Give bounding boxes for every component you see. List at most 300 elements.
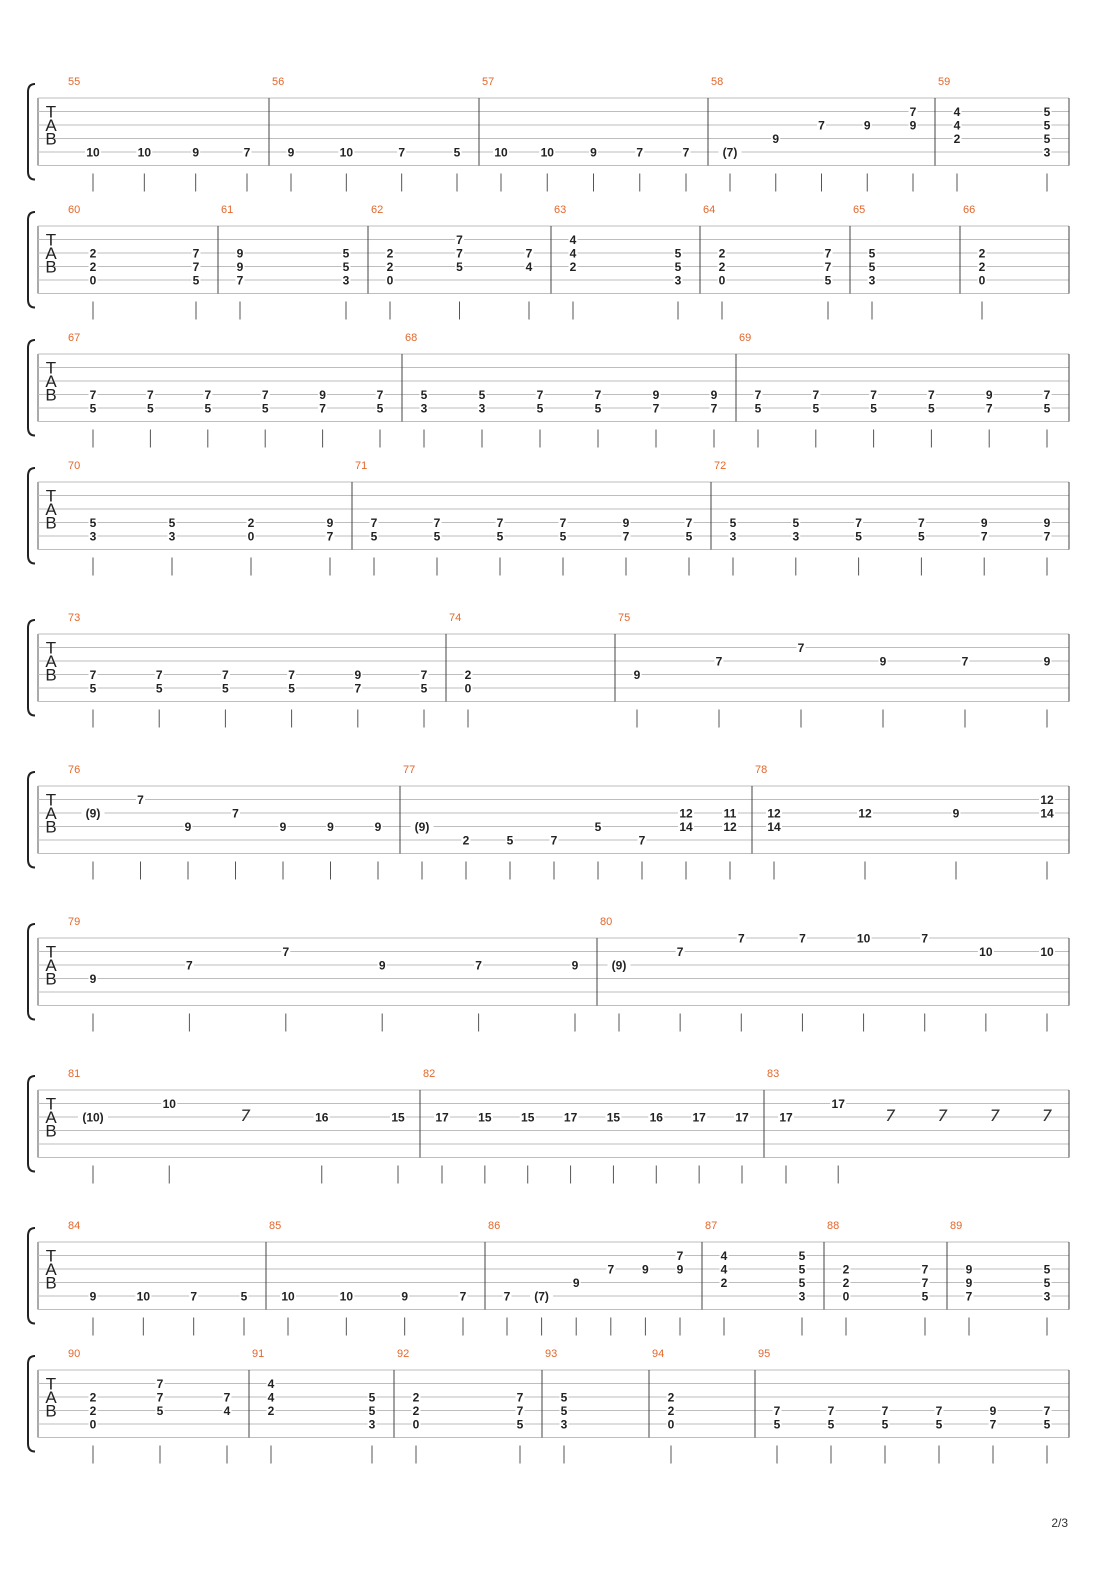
measure-number: 95: [758, 1348, 771, 1360]
fret-number: 7: [420, 668, 428, 682]
fret-number: 5: [1043, 132, 1051, 146]
fret-number: 5: [240, 1289, 248, 1304]
tab-clef-letter: A: [45, 1260, 57, 1279]
fret-number: 5: [1043, 105, 1051, 119]
fret-number: 7: [652, 401, 660, 416]
fret-number: 7: [622, 529, 630, 544]
fret-number: 7: [398, 145, 406, 160]
fret-number: 7: [496, 516, 504, 530]
fret-number: 7: [980, 529, 988, 544]
fret-number: 2: [89, 1404, 97, 1418]
fret-number: 9: [572, 1276, 580, 1290]
fret-number: 5: [1043, 1276, 1051, 1290]
fret-number: 10: [540, 145, 554, 160]
fret-number: 7: [536, 388, 544, 402]
fret-number: 5: [89, 516, 97, 530]
measure-number: 59: [938, 76, 951, 88]
fret-number: 2: [667, 1390, 675, 1405]
measure: [600, 916, 1069, 1032]
fret-number: 2: [386, 246, 394, 261]
measure-number: 61: [221, 204, 234, 216]
fret-number: 9: [989, 1404, 997, 1418]
fret-number: 3: [342, 273, 350, 288]
fret-number: 2: [412, 1404, 420, 1418]
fret-number: 0: [412, 1417, 420, 1432]
fret-number: 4: [223, 1404, 231, 1418]
tab-clef-letter: T: [45, 230, 57, 250]
fret-number: 2: [842, 1262, 850, 1277]
fret-number: 5: [935, 1417, 943, 1432]
fret-number: 10: [162, 1097, 176, 1111]
fret-number: 2: [718, 260, 726, 274]
fret-number: 7: [236, 273, 244, 288]
fret-number: 7: [824, 260, 832, 274]
fret-number: 7: [288, 668, 295, 682]
measure: [853, 204, 960, 320]
fret-number: 9: [319, 388, 326, 402]
fret-number: 5: [168, 516, 176, 530]
fret-number: 5: [594, 401, 602, 416]
fret-number: 9: [374, 820, 382, 834]
fret-number: 7: [812, 388, 820, 402]
fret-number: 10: [281, 1289, 295, 1304]
fret-number: 12: [858, 806, 872, 821]
rest-symbol: 7: [240, 1106, 251, 1125]
fret-number: 5: [89, 401, 97, 416]
tab-clef-letter: A: [45, 500, 57, 519]
fret-number: 0: [464, 681, 472, 696]
fret-number: 12: [723, 820, 737, 834]
fret-number: 5: [204, 401, 212, 416]
fret-number: 2: [953, 132, 961, 146]
tab-clef-letter: A: [45, 372, 57, 391]
measure-number: 86: [488, 1220, 501, 1232]
fret-number: 17: [563, 1110, 578, 1125]
measure: [269, 1220, 485, 1336]
measure: [758, 1348, 1069, 1464]
tab-clef-letter: T: [45, 1094, 57, 1114]
measure: [711, 76, 935, 192]
fret-number: 7: [989, 1417, 997, 1432]
fret-number: 0: [718, 273, 726, 288]
fret-number: 5: [222, 681, 229, 696]
measure: [705, 1220, 824, 1336]
fret-number: 7: [243, 145, 251, 160]
fret-number: 3: [368, 1417, 376, 1432]
fret-number: 9: [89, 972, 97, 986]
fret-number: 12: [1040, 793, 1054, 807]
system-bracket: [28, 340, 35, 436]
tab-clef-letter: T: [45, 358, 57, 378]
fret-number: 9: [327, 820, 334, 834]
fret-number: 7: [354, 681, 362, 696]
tab-system: [28, 1220, 1069, 1336]
fret-number: 5: [456, 260, 463, 274]
measure-number: 67: [68, 332, 81, 344]
fret-number: 7: [156, 1390, 164, 1405]
fret-number: 5: [1043, 118, 1051, 133]
tab-clef-letter: B: [45, 257, 57, 277]
fret-number: 9: [279, 820, 287, 834]
measure-number: 84: [68, 1220, 81, 1232]
measure-number: 91: [252, 1348, 265, 1360]
fret-number: 9: [622, 516, 630, 530]
measure-number: 87: [705, 1220, 718, 1232]
fret-number: 17: [735, 1110, 749, 1125]
fret-number: (9): [611, 958, 627, 973]
fret-number: 9: [287, 145, 295, 160]
fret-number: 7: [223, 1390, 231, 1405]
fret-number: 7: [550, 833, 558, 848]
fret-number: 7: [935, 1404, 943, 1418]
fret-number: 9: [710, 388, 718, 402]
measure-number: 57: [482, 76, 495, 88]
measure-number: 89: [950, 1220, 963, 1232]
fret-number: 5: [870, 401, 877, 416]
fret-number: 9: [378, 958, 386, 973]
tab-clef-letter: T: [45, 1374, 57, 1394]
fret-number: 2: [718, 246, 726, 261]
fret-number: 7: [326, 529, 334, 544]
measure-number: 71: [355, 460, 368, 472]
fret-number: 7: [1043, 529, 1051, 544]
fret-number: 11: [723, 806, 737, 821]
fret-number: 9: [965, 1262, 973, 1277]
fret-number: 7: [921, 1276, 929, 1290]
fret-number: 7: [155, 668, 163, 682]
fret-number: 9: [354, 668, 362, 682]
system-bracket: [28, 1076, 35, 1172]
fret-number: 7: [607, 1262, 615, 1277]
fret-number: 7: [827, 1404, 835, 1418]
fret-number: 5: [560, 1390, 568, 1405]
fret-number: 9: [652, 388, 660, 402]
measure: [221, 204, 368, 320]
measure-number: 78: [755, 764, 768, 776]
measure: [68, 1068, 420, 1184]
fret-number: 5: [506, 833, 514, 848]
measure-number: 55: [68, 76, 81, 88]
system-bracket: [28, 1228, 35, 1324]
tab-clef-letter: B: [45, 969, 57, 989]
measure-number: 75: [618, 612, 631, 624]
tab-clef-letter: A: [45, 1108, 57, 1127]
tab-clef-letter: T: [45, 942, 57, 962]
fret-number: 5: [812, 401, 820, 416]
fret-number: 5: [453, 145, 461, 160]
fret-number: 15: [521, 1110, 535, 1125]
measure-number: 68: [405, 332, 418, 344]
tab-clef-letter: T: [45, 486, 57, 506]
fret-number: 3: [674, 273, 682, 288]
fret-number: 7: [559, 516, 567, 530]
fret-number: 2: [412, 1390, 420, 1405]
measure: [272, 76, 479, 192]
tab-system: [28, 332, 1069, 448]
fret-number: 9: [1043, 516, 1051, 530]
tab-clef-letter: T: [45, 790, 57, 810]
measure: [482, 76, 708, 192]
fret-number: 7: [89, 668, 97, 682]
fret-number: 7: [503, 1289, 511, 1304]
measure: [652, 1348, 755, 1464]
tab-system: [28, 1348, 1069, 1464]
fret-number: 7: [1043, 388, 1051, 402]
fret-number: 5: [792, 516, 800, 530]
measure: [554, 204, 700, 320]
fret-number: 5: [288, 681, 295, 696]
fret-number: 5: [560, 1404, 568, 1418]
tab-clef-letter: B: [45, 665, 57, 685]
fret-number: 5: [192, 273, 200, 288]
fret-number: 7: [928, 388, 935, 402]
fret-number: 10: [1040, 945, 1054, 959]
fret-number: 5: [798, 1249, 806, 1263]
fret-number: 9: [985, 388, 993, 402]
system-bracket: [28, 468, 35, 564]
fret-number: 17: [435, 1110, 449, 1125]
fret-number: 9: [863, 118, 871, 133]
fret-number: 9: [1043, 654, 1051, 669]
fret-number: 0: [842, 1289, 850, 1304]
tab-system: [28, 612, 1069, 728]
fret-number: 10: [979, 945, 993, 959]
fret-number: 7: [516, 1390, 524, 1405]
measure: [252, 1348, 394, 1464]
fret-number: 2: [842, 1276, 850, 1290]
fret-number: 0: [978, 273, 986, 288]
measure: [488, 1220, 702, 1336]
fret-number: 5: [342, 246, 350, 261]
fret-number: 5: [798, 1276, 806, 1290]
measure-number: 65: [853, 204, 866, 216]
fret-number: 7: [1043, 1404, 1051, 1418]
fret-number: 7: [715, 654, 723, 669]
fret-number: 2: [464, 668, 472, 682]
fret-number: 5: [855, 529, 862, 544]
fret-number: 9: [952, 806, 960, 821]
measure: [68, 612, 446, 728]
fret-number: (9): [414, 820, 430, 834]
fret-number: 17: [692, 1110, 706, 1125]
fret-number: 5: [370, 529, 378, 544]
fret-number: 9: [633, 668, 641, 682]
measure-number: 74: [449, 612, 462, 624]
fret-number: 2: [89, 246, 97, 261]
fret-number: 7: [137, 793, 144, 807]
fret-number: 4: [569, 246, 577, 261]
fret-number: 10: [856, 931, 871, 946]
fret-number: 0: [386, 273, 394, 288]
fret-number: 5: [868, 260, 876, 274]
fret-number: 2: [267, 1404, 275, 1418]
fret-number: 9: [590, 145, 597, 160]
fret-number: 4: [720, 1262, 728, 1277]
measure: [405, 332, 736, 448]
measure-number: 92: [397, 1348, 410, 1360]
measure-number: 81: [68, 1068, 81, 1080]
tab-clef-letter: B: [45, 513, 57, 533]
fret-number: 7: [232, 806, 239, 821]
measure: [68, 76, 269, 192]
tab-clef-letter: B: [45, 817, 57, 837]
fret-number: 7: [594, 388, 602, 402]
measure-number: 69: [739, 332, 752, 344]
fret-number: 7: [676, 945, 684, 959]
measure-number: 60: [68, 204, 81, 216]
measure-number: 85: [269, 1220, 282, 1232]
tab-system: [28, 76, 1069, 192]
fret-number: 2: [720, 1276, 728, 1290]
tab-system: [28, 1068, 1069, 1184]
measure: [950, 1220, 1069, 1336]
fret-number: 5: [1043, 1262, 1051, 1277]
fret-number: 7: [204, 388, 212, 402]
rest-symbol: 7: [885, 1106, 896, 1125]
fret-number: 7: [685, 516, 693, 530]
fret-number: 9: [401, 1289, 409, 1304]
measure: [68, 1220, 266, 1336]
fret-number: 10: [136, 1289, 151, 1304]
fret-number: 7: [870, 388, 877, 402]
fret-number: 7: [456, 246, 463, 261]
rest-symbol: 7: [937, 1106, 948, 1125]
fret-number: 5: [342, 260, 350, 274]
fret-number: 5: [881, 1417, 889, 1432]
fret-number: 7: [909, 105, 917, 119]
system-bracket: [28, 1356, 35, 1452]
fret-number: 5: [928, 401, 935, 416]
fret-number: 7: [921, 931, 929, 946]
fret-number: 7: [918, 516, 925, 530]
fret-number: 7: [921, 1262, 929, 1277]
fret-number: 3: [168, 529, 176, 544]
page-number: 2/3: [1051, 1516, 1068, 1530]
tab-clef-letter: B: [45, 129, 57, 149]
fret-number: 3: [792, 529, 800, 544]
fret-number: 9: [326, 516, 334, 530]
fret-number: 7: [961, 654, 969, 669]
fret-number: 2: [462, 833, 470, 848]
measure-number: 83: [767, 1068, 780, 1080]
tab-system: [28, 916, 1069, 1032]
fret-number: 10: [494, 145, 508, 160]
fret-number: 4: [953, 105, 961, 119]
tab-system: [28, 204, 1069, 320]
fret-number: 3: [798, 1289, 806, 1304]
measure-number: 64: [703, 204, 716, 216]
measure: [938, 76, 1069, 192]
fret-number: 7: [881, 1404, 889, 1418]
fret-number: 2: [569, 260, 577, 274]
fret-number: 9: [192, 145, 200, 160]
fret-number: 5: [674, 260, 682, 274]
tab-clef-letter: A: [45, 1388, 57, 1407]
fret-number: 7: [636, 145, 644, 160]
fret-number: 3: [478, 401, 486, 416]
fret-number: 7: [754, 388, 762, 402]
fret-number: 7: [737, 931, 745, 946]
tab-clef-letter: B: [45, 385, 57, 405]
fret-number: 7: [319, 401, 326, 416]
fret-number: 5: [433, 529, 441, 544]
tab-clef-letter: A: [45, 116, 57, 135]
fret-number: 7: [190, 1289, 198, 1304]
fret-number: 10: [137, 145, 152, 160]
fret-number: 3: [1043, 145, 1051, 160]
fret-number: 7: [186, 958, 193, 973]
fret-number: 5: [536, 401, 544, 416]
fret-number: 4: [267, 1377, 275, 1391]
measure-number: 88: [827, 1220, 840, 1232]
fret-number: 2: [978, 260, 986, 274]
fret-number: 7: [459, 1289, 467, 1304]
fret-number: 7: [676, 1249, 684, 1263]
fret-number: 16: [315, 1110, 329, 1125]
fret-number: (7): [534, 1289, 549, 1304]
fret-number: 4: [267, 1390, 275, 1405]
tab-clef-letter: A: [45, 244, 57, 263]
measure-number: 94: [652, 1348, 665, 1360]
fret-number: 7: [456, 233, 463, 247]
fret-number: 3: [729, 529, 737, 544]
measure-number: 62: [371, 204, 384, 216]
tab-clef-letter: T: [45, 102, 57, 122]
fret-number: 9: [89, 1289, 97, 1304]
fret-number: 9: [980, 516, 988, 530]
system-bracket: [28, 620, 35, 716]
measure-number: 79: [68, 916, 81, 928]
fret-number: 7: [855, 516, 862, 530]
fret-number: 7: [282, 945, 290, 959]
fret-number: 5: [420, 681, 428, 696]
measure: [68, 204, 218, 320]
measure: [827, 1220, 947, 1336]
fret-number: 0: [247, 529, 255, 544]
fret-number: 5: [559, 529, 567, 544]
fret-number: 5: [594, 820, 602, 834]
fret-number: 17: [831, 1097, 845, 1111]
fret-number: 5: [685, 529, 693, 544]
fret-number: 10: [339, 145, 354, 160]
measure: [397, 1348, 542, 1464]
rest-symbol: 7: [989, 1106, 1000, 1125]
fret-number: 9: [772, 132, 780, 146]
system-bracket: [28, 772, 35, 868]
tab-clef-letter: A: [45, 652, 57, 671]
measure: [703, 204, 850, 320]
fret-number: 2: [89, 260, 97, 274]
measure-number: 76: [68, 764, 81, 776]
tab-clef-letter: B: [45, 1273, 57, 1293]
fret-number: 15: [391, 1110, 405, 1125]
fret-number: 7: [370, 516, 378, 530]
measure-number: 63: [554, 204, 567, 216]
measure: [739, 332, 1069, 448]
fret-number: 7: [433, 516, 441, 530]
measure: [423, 1068, 764, 1184]
fret-number: 5: [773, 1417, 781, 1432]
fret-number: 17: [779, 1110, 793, 1125]
fret-number: 5: [261, 401, 269, 416]
fret-number: 7: [89, 388, 97, 402]
fret-number: 5: [155, 681, 163, 696]
fret-number: 5: [147, 401, 154, 416]
fret-number: 5: [868, 246, 876, 261]
fret-number: 2: [667, 1404, 675, 1418]
fret-number: 7: [376, 388, 384, 402]
measure: [545, 1348, 649, 1464]
